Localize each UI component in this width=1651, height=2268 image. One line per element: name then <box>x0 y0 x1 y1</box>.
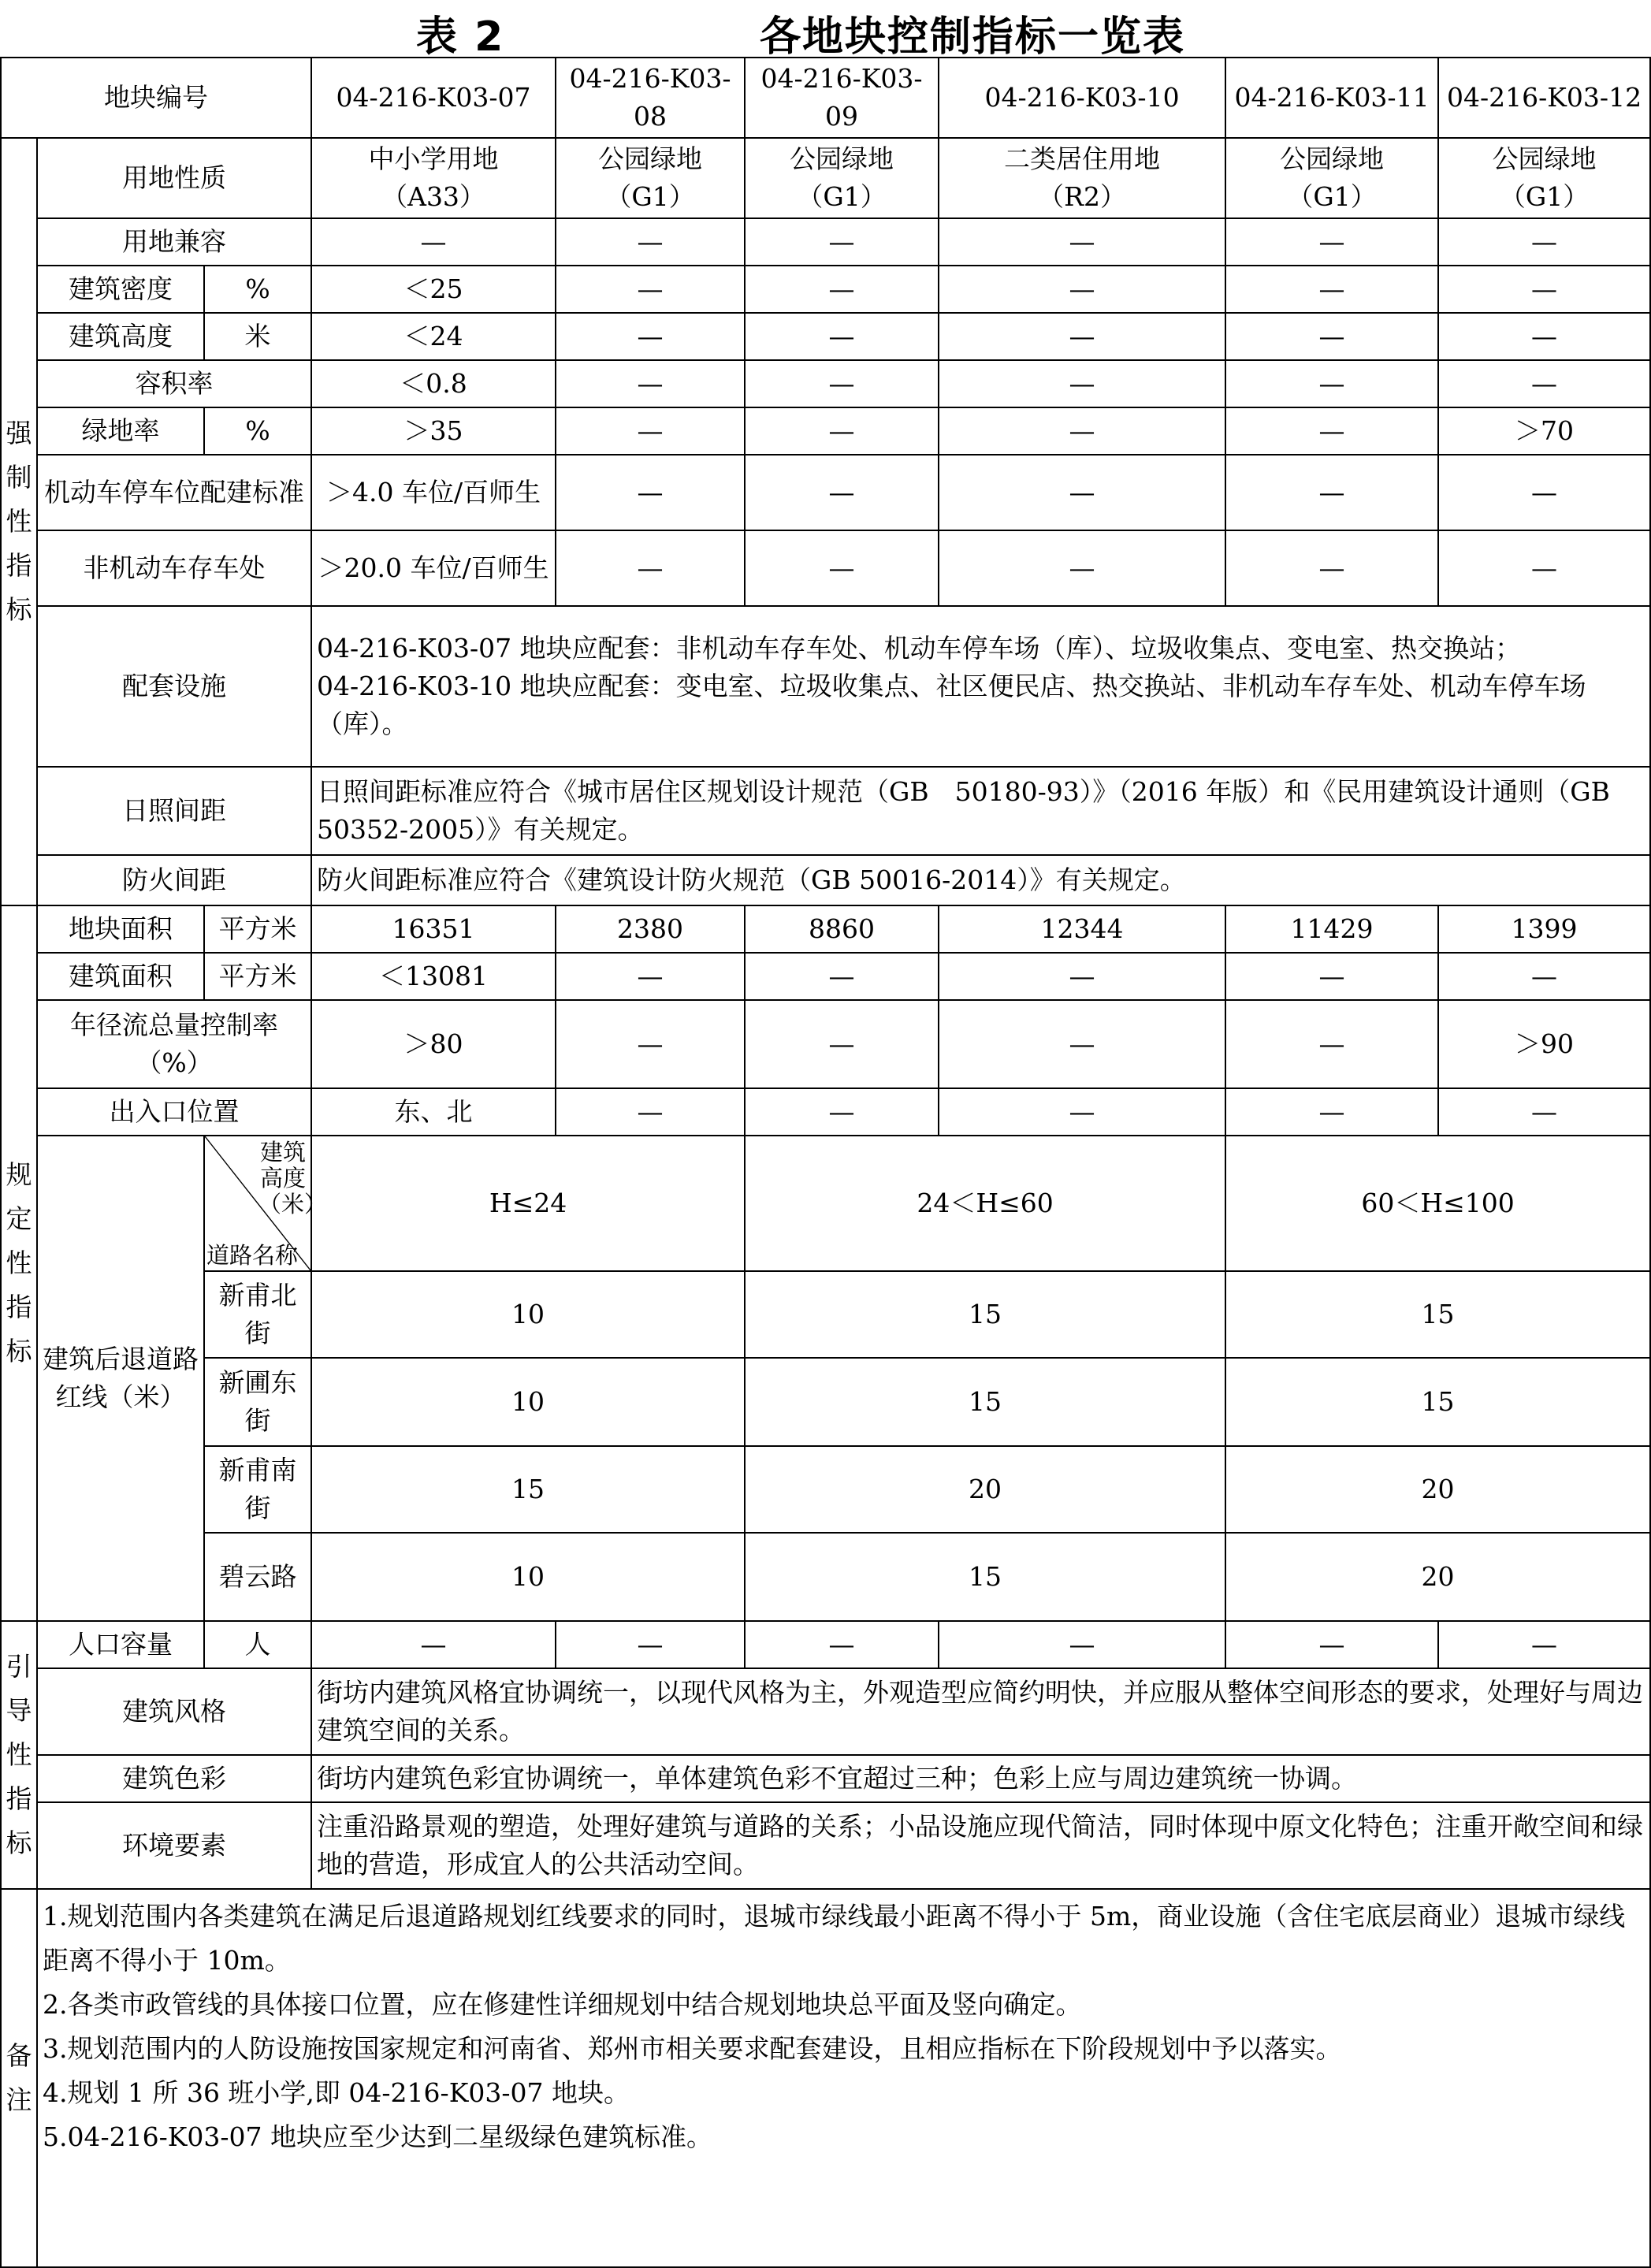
cell: ＞4.0 车位/百师生 <box>311 455 556 530</box>
row-label: 容积率 <box>37 360 311 407</box>
row-label: 机动车停车位配建标准 <box>37 455 311 530</box>
note-item: 5.04-216-K03-07 地块应至少达到二星级绿色建筑标准。 <box>43 2121 713 2152</box>
color-text: 街坊内建筑色彩宜协调统一，单体建筑色彩不宜超过三种；色彩上应与周边建筑统一协调。 <box>311 1755 1650 1802</box>
cell: — <box>1438 530 1650 606</box>
cell: — <box>939 360 1225 407</box>
table-row <box>1 138 1650 218</box>
cell: — <box>1225 953 1438 1000</box>
cell: — <box>1438 1621 1650 1668</box>
cell: — <box>939 1000 1225 1088</box>
row-label: 用地性质 <box>37 138 311 218</box>
table-row <box>1 855 1650 905</box>
cell: — <box>311 218 556 266</box>
cell: 中小学用地 （A33） <box>311 138 556 218</box>
cell: 2380 <box>556 905 745 953</box>
cell: 16351 <box>311 905 556 953</box>
cell: ＜0.8 <box>311 360 556 407</box>
cell: 15 <box>1225 1271 1650 1358</box>
road-name: 新甫南街 <box>204 1446 311 1533</box>
plot-id: 04-216-K03-11 <box>1225 58 1438 138</box>
cell: — <box>745 218 939 266</box>
row-label: 绿地率 <box>37 407 204 455</box>
cell: — <box>556 266 745 313</box>
row-label: 建筑密度 <box>37 266 204 313</box>
row-label: 地块面积 <box>37 905 204 953</box>
table-row <box>1 1136 1650 1271</box>
header-row <box>1 58 1650 138</box>
cell: — <box>311 1621 556 1668</box>
cell: — <box>1225 266 1438 313</box>
row-label: 环境要素 <box>37 1802 311 1889</box>
cell: 20 <box>745 1446 1225 1533</box>
cell: — <box>1438 313 1650 360</box>
cell: — <box>1438 455 1650 530</box>
table-row <box>1 1446 1650 1533</box>
table-row <box>1 1755 1650 1802</box>
cell: 公园绿地 （G1） <box>745 138 939 218</box>
cell: — <box>1438 218 1650 266</box>
row-label: 防火间距 <box>37 855 311 905</box>
cell: 东、北 <box>311 1088 556 1136</box>
cell: 15 <box>1225 1358 1650 1446</box>
cell: ＞70 <box>1438 407 1650 455</box>
cell: — <box>745 1621 939 1668</box>
cell: — <box>1438 1088 1650 1136</box>
cell: — <box>556 360 745 407</box>
diag-height-label: 建筑高度（米） <box>258 1139 328 1218</box>
cell: — <box>556 953 745 1000</box>
cell: 15 <box>745 1533 1225 1621</box>
cell: 11429 <box>1225 905 1438 953</box>
cell: — <box>745 1088 939 1136</box>
environment-text: 注重沿路景观的塑造，处理好建筑与道路的关系；小品设施应现代简洁，同时体现中原文化特色；注重开敞空间和绿地的营造，形成宜人的公共活动空间。 <box>311 1802 1650 1889</box>
cell: — <box>1225 1621 1438 1668</box>
row-label: 日照间距 <box>37 767 311 855</box>
cell: ＜24 <box>311 313 556 360</box>
unit: % <box>204 266 311 313</box>
table-row <box>1 1271 1650 1358</box>
row-label: 非机动车存车处 <box>37 530 311 606</box>
cell: — <box>745 455 939 530</box>
cell: — <box>745 360 939 407</box>
table-row <box>1 1088 1650 1136</box>
road-name: 碧云路 <box>204 1533 311 1621</box>
cell: — <box>939 218 1225 266</box>
group-notes: 备注 <box>1 1889 37 2267</box>
cell: — <box>556 407 745 455</box>
table-row <box>1 1358 1650 1446</box>
row-label: 出入口位置 <box>37 1088 311 1136</box>
unit: 米 <box>204 313 311 360</box>
row-label: 年径流总量控制率（%） <box>37 1000 311 1088</box>
cell: — <box>939 1088 1225 1136</box>
cell: ＞80 <box>311 1000 556 1088</box>
cell: — <box>556 218 745 266</box>
cell: ＞35 <box>311 407 556 455</box>
row-label: 配套设施 <box>37 606 311 767</box>
height-band: 24＜H≤60 <box>745 1136 1225 1271</box>
cell: — <box>1225 407 1438 455</box>
control-index-table <box>0 57 1651 2268</box>
table-row <box>1 218 1650 266</box>
cell: — <box>1438 360 1650 407</box>
table-row <box>1 313 1650 360</box>
height-band: 60＜H≤100 <box>1225 1136 1650 1271</box>
table-row <box>1 767 1650 855</box>
cell: 15 <box>745 1271 1225 1358</box>
plot-id-label: 地块编号 <box>1 58 311 138</box>
cell: — <box>745 266 939 313</box>
notes-row <box>1 1889 1650 2267</box>
row-label: 建筑高度 <box>37 313 204 360</box>
table-row <box>1 1668 1650 1755</box>
cell: — <box>1225 313 1438 360</box>
cell: — <box>556 1621 745 1668</box>
height-band: H≤24 <box>311 1136 745 1271</box>
cell: — <box>745 1000 939 1088</box>
cell: — <box>1225 218 1438 266</box>
cell: — <box>939 266 1225 313</box>
cell: 15 <box>745 1358 1225 1446</box>
table-row <box>1 266 1650 313</box>
table-row <box>1 953 1650 1000</box>
table-row <box>1 360 1650 407</box>
cell: ＞20.0 车位/百师生 <box>311 530 556 606</box>
unit: % <box>204 407 311 455</box>
table-number: 表 2 <box>416 13 505 61</box>
unit: 人 <box>204 1621 311 1668</box>
cell: 1399 <box>1438 905 1650 953</box>
style-text: 街坊内建筑风格宜协调统一，以现代风格为主，外观造型应简约明快，并应服从整体空间形态的要求，处理好与周边建筑空间的关系。 <box>311 1668 1650 1755</box>
cell: — <box>1225 530 1438 606</box>
cell: 10 <box>311 1358 745 1446</box>
cell: ＜13081 <box>311 953 556 1000</box>
cell: 二类居住用地 （R2） <box>939 138 1225 218</box>
cell: 8860 <box>745 905 939 953</box>
cell: — <box>556 530 745 606</box>
plot-id: 04-216-K03-12 <box>1438 58 1650 138</box>
cell: — <box>1225 1088 1438 1136</box>
cell: 20 <box>1225 1446 1650 1533</box>
diag-road-label: 道路名称 <box>206 1242 299 1269</box>
cell: 10 <box>311 1271 745 1358</box>
cell: — <box>745 407 939 455</box>
table-row <box>1 407 1650 455</box>
plot-id: 04-216-K03-07 <box>311 58 556 138</box>
setback-label: 建筑后退道路红线（米） <box>37 1136 204 1621</box>
cell: 12344 <box>939 905 1225 953</box>
plot-id: 04-216-K03-08 <box>556 58 745 138</box>
facilities-text: 04-216-K03-07 地块应配套：非机动车存车处、机动车停车场（库）、垃圾收集点、变电室、热交换站； 04-216-K03-10 地块应配套：变电室、垃圾收集点、社区便民店、热交换站、非机动车存车处、机动车停车场（库）。 <box>311 606 1650 767</box>
cell: — <box>745 953 939 1000</box>
table-row <box>1 1000 1650 1088</box>
cell: 公园绿地 （G1） <box>1225 138 1438 218</box>
cell: — <box>745 313 939 360</box>
row-label: 建筑风格 <box>37 1668 311 1755</box>
group-mandatory: 强制性指标 <box>1 138 37 905</box>
title-bar <box>0 0 1649 61</box>
cell: 公园绿地 （G1） <box>556 138 745 218</box>
table-row <box>1 455 1650 530</box>
note-item: 4.规划 1 所 36 班小学,即 04-216-K03-07 地块。 <box>43 2077 630 2108</box>
table-row <box>1 530 1650 606</box>
cell: — <box>1225 1000 1438 1088</box>
row-label: 用地兼容 <box>37 218 311 266</box>
road-name: 新甫北街 <box>204 1271 311 1358</box>
unit: 平方米 <box>204 953 311 1000</box>
table-row <box>1 905 1650 953</box>
cell: — <box>1225 455 1438 530</box>
fire-text: 防火间距标准应符合《建筑设计防火规范（GB 50016-2014）》有关规定。 <box>311 855 1650 905</box>
sunlight-text: 日照间距标准应符合《城市居住区规划设计规范（GB 50180-93）》（2016 年版）和《民用建筑设计通则（GB 50352-2005）》有关规定。 <box>311 767 1650 855</box>
cell: ＞90 <box>1438 1000 1650 1088</box>
road-name: 新圃东街 <box>204 1358 311 1446</box>
group-regulatory: 规定性指标 <box>1 905 37 1621</box>
note-item: 1.规划范围内各类建筑在满足后退道路规划红线要求的同时，退城市绿线最小距离不得小于 5m，商业设施（含住宅底层商业）退城市绿线距离不得小于 10m。 <box>43 1901 1626 1976</box>
cell: 20 <box>1225 1533 1650 1621</box>
table-row <box>1 1621 1650 1668</box>
cell: — <box>939 1621 1225 1668</box>
table-row <box>1 1533 1650 1621</box>
notes-text <box>37 1889 1650 2267</box>
cell: 公园绿地 （G1） <box>1438 138 1650 218</box>
note-item: 2.各类市政管线的具体接口位置，应在修建性详细规划中结合规划地块总平面及竖向确定。 <box>43 1989 1082 2020</box>
cell: — <box>939 953 1225 1000</box>
cell: — <box>1225 360 1438 407</box>
note-item: 3.规划范围内的人防设施按国家规定和河南省、郑州市相关要求配套建设，且相应指标在下阶段规划中予以落实。 <box>43 2033 1342 2064</box>
diagonal-header-cell <box>204 1136 328 1271</box>
cell: — <box>939 530 1225 606</box>
cell: — <box>556 1088 745 1136</box>
cell: — <box>556 455 745 530</box>
cell: — <box>1438 953 1650 1000</box>
cell: — <box>556 1000 745 1088</box>
row-label: 建筑面积 <box>37 953 204 1000</box>
cell: — <box>745 530 939 606</box>
cell: — <box>939 455 1225 530</box>
cell: — <box>939 407 1225 455</box>
unit: 平方米 <box>204 905 311 953</box>
row-label: 人口容量 <box>37 1621 204 1668</box>
cell: — <box>556 313 745 360</box>
row-label: 建筑色彩 <box>37 1755 311 1802</box>
table-row <box>1 1802 1650 1889</box>
cell: — <box>939 313 1225 360</box>
cell: 15 <box>311 1446 745 1533</box>
table-title: 各地块控制指标一览表 <box>760 13 1186 61</box>
table-row <box>1 606 1650 767</box>
cell: ＜25 <box>311 266 556 313</box>
plot-id: 04-216-K03-09 <box>745 58 939 138</box>
group-guiding: 引导性指标 <box>1 1621 37 1889</box>
cell: — <box>1438 266 1650 313</box>
cell: 10 <box>311 1533 745 1621</box>
plot-id: 04-216-K03-10 <box>939 58 1225 138</box>
